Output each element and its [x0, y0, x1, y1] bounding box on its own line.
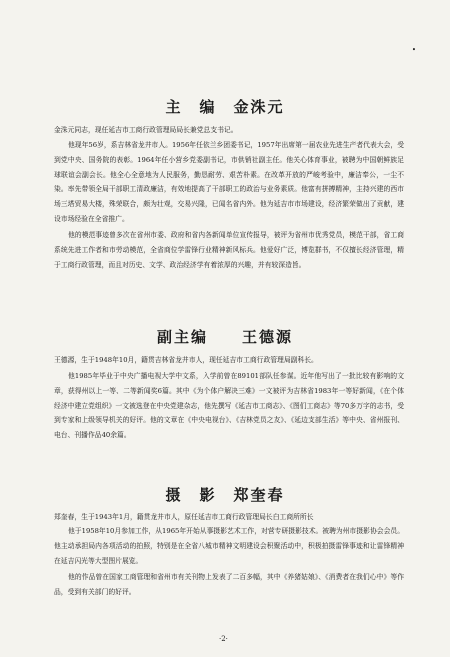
paragraph: 他的作品曾在国家工商管理和省州市有关刊物上发表了二百多幅，其中《养猪姑娘》、《消费者在我们心中》等作品，受到有关部门的好评。 — [54, 573, 404, 596]
paragraph: 金洙元同志，现任延吉市工商行政管理局局长兼党总支书记。 — [54, 126, 238, 134]
paragraph: 他的模范事迹曾多次在省州市委、政府和省内各新闻单位宣传报导，被评为省州市优秀党员，模范干部，省工商系统先进工作者和市劳动模范，全省商位学雷锋行业精神新风标兵。他爱好广泛，博览群书，不仅擅长经济管理，精于工商行政管理，而且对历史、文学、政治经济学有着浓厚的兴趣，并有较深造旨。 — [54, 231, 404, 269]
paragraph: 他现年56岁，系吉林省龙井市人。1956年任依兰乡团委书记，1957年出席第一届农业先进生产者代表大会，受到党中央、国务院的表彰。1964年任小营乡党委副书记，市供销社副主任。他关心体育事业，被聘为中国朝鲜族足球联谊会副会长。他全心全意地为人民服务，勤恳耐劳、艰苦朴素。在改革开放的严峻考验中，廉洁奉公，一尘不染。率先带领全局干部职工清政廉洁，有效地提高了干部职工的政治与业务素质。他富有拼搏精神，主持兴建的西市场三塔贸易大楼，殊荣联合，颇为壮观，交易兴隆，已闻名省内外。他为延吉市市场建设，经济繁荣做出了贡献，建设市场经验在全省推广。 — [54, 141, 404, 223]
paragraph: 他于1958年10月参加工作，从1965年开始从事摄影艺术工作，对营专研摄影技术。被聘为州市摄影协会会员。他主动承担局内各项活动的拍照，特别是在全省八城市精神文明建设会积聚活动中，积极拍摄雷锋事迹和让雷锋精神在延吉闪光等大型图片展览。 — [54, 527, 404, 565]
corner-mark: • — [411, 46, 416, 54]
paragraph: 王德源，生于1948年10月，籍贯吉林省龙井市人，现任延吉市工商行政管理局副科长。 — [54, 356, 318, 364]
page-number: ·2· — [219, 635, 228, 643]
section-title-photography: 摄 影 郑奎春 — [165, 486, 285, 504]
paragraph: 他1985年毕业于中央广播电视大学中文系，入学前曾在89101部队任参谋。近年他写出了一批比较有影响的文章，获得州以上一等、二等新闻奖6篇。其中《为个体户解决三难》一文被评为吉林省1983年一等好新闻，《在个体经济中建立党组织》一文被选登在中央党建杂志，他先撰写《延吉市工商志》、《图们工商志》等70多万字的志书，受到专家和上级领导机关的好评。他的文章在《中央电视台》、《吉林党员之友》、《延边支部生活》等中央、省州报刊、电台、刊播作品40余篇。 — [54, 372, 404, 440]
section-title-deputy-editor: 副主编 王德源 — [156, 328, 293, 346]
paragraph: 郑奎春，生于1943年1月，籍贯龙井市人，原任延吉市工商行政管理局长白工商所所长 — [54, 513, 314, 521]
section-title-chief-editor: 主 编 金洙元 — [165, 98, 285, 116]
